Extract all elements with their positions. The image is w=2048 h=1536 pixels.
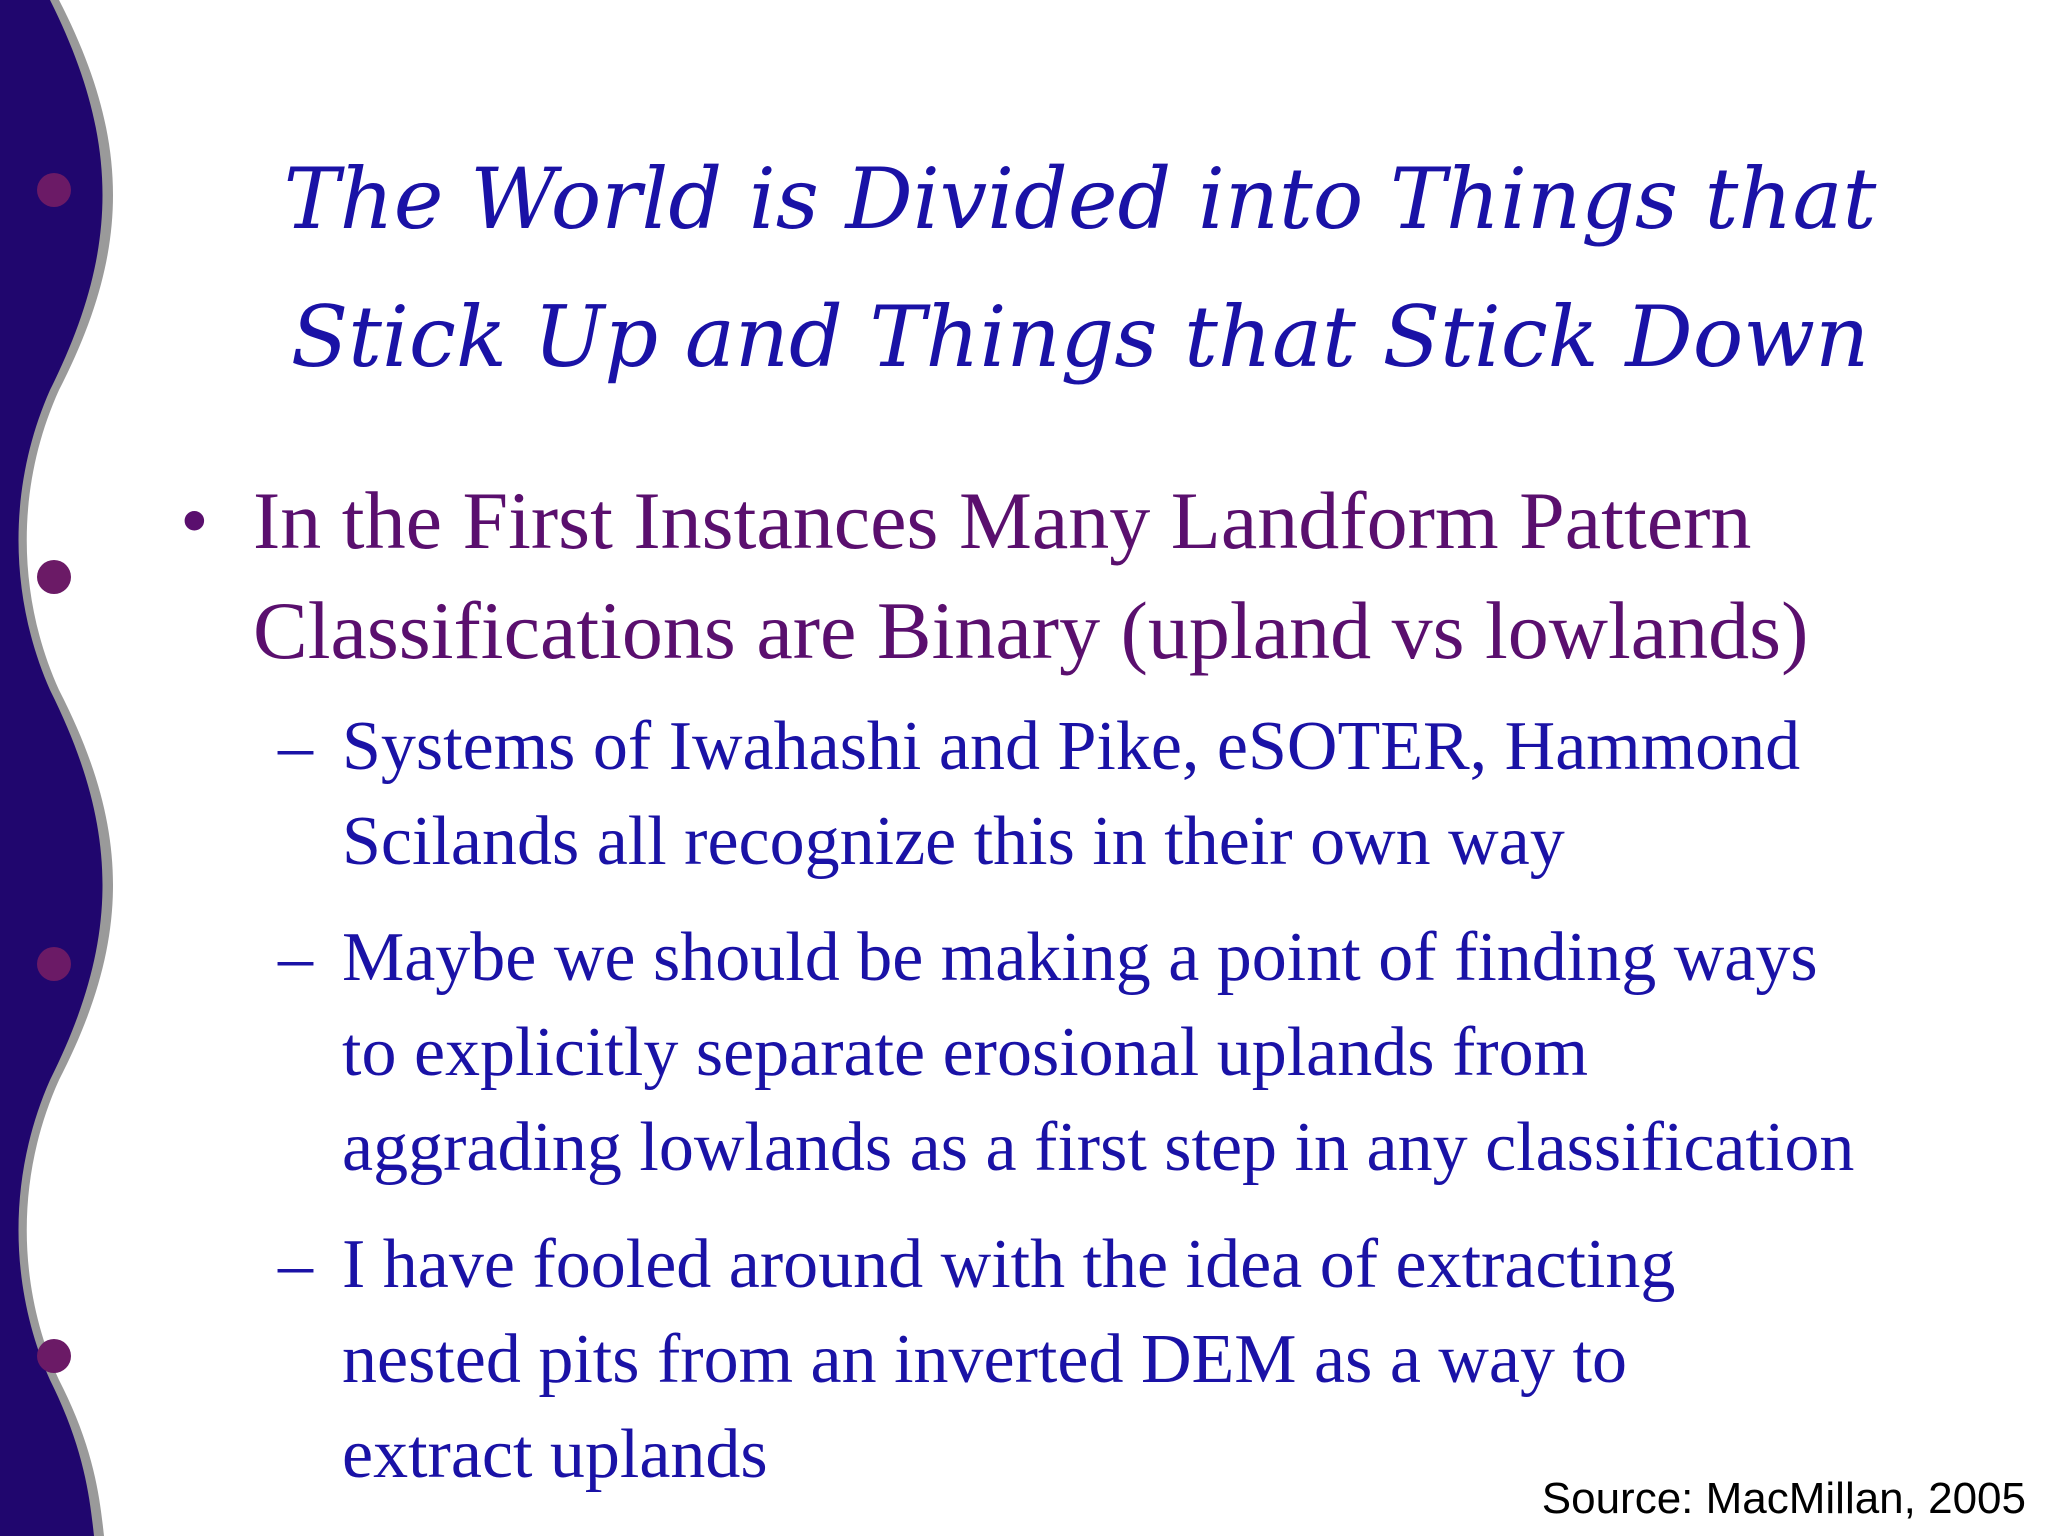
slide-title	[250, 130, 1910, 406]
dash-marker: –	[278, 919, 313, 996]
main-bullet	[180, 466, 2020, 686]
sub-bullet-line: extract uplands	[342, 1416, 768, 1493]
main-bullet-text	[253, 466, 2020, 686]
sub-bullet-text	[342, 910, 2038, 1195]
sub-bullet-line: I have fooled around with the idea of extracting	[342, 1226, 1676, 1303]
main-bullet-line: Classifications are Binary (upland vs lowlands)	[253, 585, 1809, 676]
decorative-wave-band	[0, 0, 140, 1536]
slide-title-line: The World is Divided into Things that	[283, 150, 1877, 248]
sub-bullet-line: Maybe we should be making a point of finding ways	[342, 919, 1818, 996]
slide-title-line: Stick Up and Things that Stick Down	[290, 288, 1870, 386]
decorative-dot	[37, 1339, 71, 1373]
bullet-marker: •	[180, 475, 209, 566]
decorative-dot	[37, 947, 71, 981]
dash-marker: –	[278, 708, 313, 785]
main-bullet-line: In the First Instances Many Landform Pattern	[253, 475, 1752, 566]
sub-bullet-line: Systems of Iwahashi and Pike, eSOTER, Hammond	[342, 708, 1801, 785]
sub-bullet-line: aggrading lowlands as a first step in any classification	[342, 1109, 1855, 1186]
sub-bullet-line: nested pits from an inverted DEM as a way to	[342, 1321, 1627, 1398]
sub-bullet	[278, 699, 2038, 889]
decorative-dot	[37, 173, 71, 207]
sub-bullet	[278, 910, 2038, 1195]
sub-bullet	[278, 1217, 2038, 1502]
decorative-dot	[37, 560, 71, 594]
sub-bullet-text	[342, 699, 2038, 889]
sub-bullet-text	[342, 1217, 2038, 1502]
sub-bullet-line: to explicitly separate erosional uplands from	[342, 1014, 1589, 1091]
dash-marker: –	[278, 1226, 313, 1303]
source-citation: Source: MacMillan, 2005	[1541, 1474, 2026, 1523]
sub-bullet-line: Scilands all recognize this in their own way	[342, 803, 1565, 880]
